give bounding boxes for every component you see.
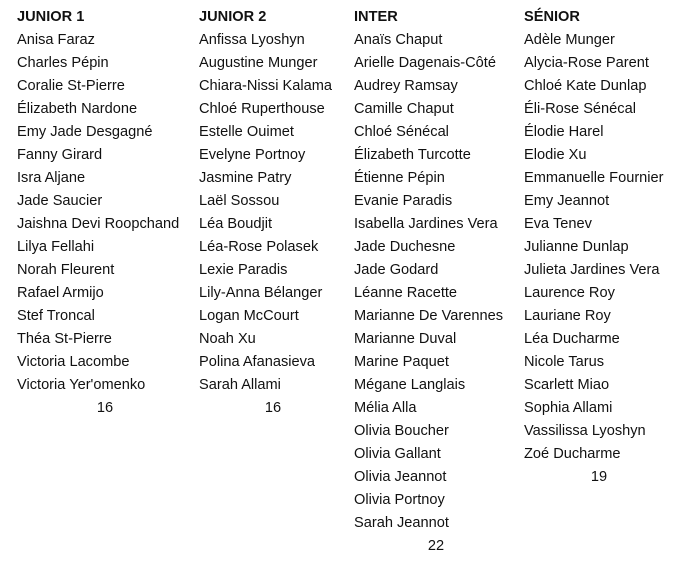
name-cell: Lauriane Roy: [524, 308, 611, 324]
name-cell: Coralie St-Pierre: [17, 78, 125, 94]
name-cell: Olivia Portnoy: [354, 492, 445, 508]
name-cell: Jade Saucier: [17, 193, 103, 209]
name-cell: Chloé Sénécal: [354, 124, 449, 140]
name-cell: Laël Sossou: [199, 193, 280, 209]
name-cell: Jade Duchesne: [354, 239, 456, 255]
name-cell: Olivia Boucher: [354, 423, 449, 439]
column-count: 22: [427, 538, 445, 554]
name-cell: Léanne Racette: [354, 285, 458, 301]
name-cell: Emmanuelle Fournier: [524, 170, 664, 186]
name-cell: Camille Chaput: [354, 101, 454, 117]
name-cell: Olivia Gallant: [354, 446, 441, 462]
name-cell: Anfissa Lyoshyn: [199, 32, 305, 48]
name-cell: Théa St-Pierre: [17, 331, 112, 347]
column-count: 16: [264, 400, 282, 416]
column-junior-2: [199, 6, 347, 420]
name-cell: Jade Godard: [354, 262, 439, 278]
name-cell: Laurence Roy: [524, 285, 615, 301]
name-cell: Estelle Ouimet: [199, 124, 294, 140]
name-cell: Elodie Xu: [524, 147, 587, 163]
name-cell: Élodie Harel: [524, 124, 604, 140]
name-cell: Jasmine Patry: [199, 170, 292, 186]
name-cell: Julianne Dunlap: [524, 239, 629, 255]
name-cell: Élizabeth Nardone: [17, 101, 138, 117]
name-cell: Eva Tenev: [524, 216, 592, 232]
name-cell: Anaïs Chaput: [354, 32, 443, 48]
name-cell: Étienne Pépin: [354, 170, 445, 186]
name-cell: Polina Afanasieva: [199, 354, 316, 370]
name-cell: Fanny Girard: [17, 147, 103, 163]
name-cell: Scarlett Miao: [524, 377, 610, 393]
name-cell: Olivia Jeannot: [354, 469, 447, 485]
name-cell: Evelyne Portnoy: [199, 147, 306, 163]
name-cell: Léa Ducharme: [524, 331, 620, 347]
column-header: SÉNIOR: [524, 9, 580, 25]
name-cell: Chiara-Nissi Kalama: [199, 78, 333, 94]
name-cell: Mégane Langlais: [354, 377, 466, 393]
name-cell: Chloé Kate Dunlap: [524, 78, 647, 94]
name-cell: Marianne Duval: [354, 331, 457, 347]
name-cell: Anisa Faraz: [17, 32, 95, 48]
name-cell: Éli-Rose Sénécal: [524, 101, 636, 117]
name-cell: Léa Boudjit: [199, 216, 273, 232]
column-count: 19: [590, 469, 608, 485]
column-count: 16: [96, 400, 114, 416]
name-cell: Lily-Anna Bélanger: [199, 285, 323, 301]
name-cell: Evanie Paradis: [354, 193, 453, 209]
name-cell: Noah Xu: [199, 331, 256, 347]
name-cell: Isra Aljane: [17, 170, 86, 186]
name-cell: Sophia Allami: [524, 400, 613, 416]
name-cell: Norah Fleurent: [17, 262, 115, 278]
name-cell: Élizabeth Turcotte: [354, 147, 471, 163]
name-cell: Stef Troncal: [17, 308, 95, 324]
name-cell: Chloé Ruperthouse: [199, 101, 325, 117]
name-cell: Augustine Munger: [199, 55, 318, 71]
column-junior-1: [17, 6, 193, 420]
name-cell: Isabella Jardines Vera: [354, 216, 498, 232]
column-header: JUNIOR 1: [17, 9, 85, 25]
column-inter: [354, 6, 518, 558]
name-cell: Emy Jade Desgagné: [17, 124, 153, 140]
column-header: JUNIOR 2: [199, 9, 267, 25]
name-cell: Victoria Yer'omenko: [17, 377, 146, 393]
name-cell: Alycia-Rose Parent: [524, 55, 649, 71]
name-cell: Marine Paquet: [354, 354, 449, 370]
name-cell: Lilya Fellahi: [17, 239, 95, 255]
name-cell: Vassilissa Lyoshyn: [524, 423, 646, 439]
name-cell: Sarah Allami: [199, 377, 281, 393]
name-cell: Léa-Rose Polasek: [199, 239, 319, 255]
name-cell: Logan McCourt: [199, 308, 299, 324]
name-cell: Arielle Dagenais-Côté: [354, 55, 496, 71]
name-cell: Mélia Alla: [354, 400, 417, 416]
name-cell: Zoé Ducharme: [524, 446, 621, 462]
name-cell: Adèle Munger: [524, 32, 615, 48]
name-cell: Julieta Jardines Vera: [524, 262, 660, 278]
column-senior: [524, 6, 694, 489]
name-cell: Rafael Armijo: [17, 285, 104, 301]
name-cell: Charles Pépin: [17, 55, 109, 71]
name-cell: Victoria Lacombe: [17, 354, 130, 370]
name-cell: Marianne De Varennes: [354, 308, 503, 324]
name-cell: Lexie Paradis: [199, 262, 288, 278]
name-cell: Nicole Tarus: [524, 354, 605, 370]
name-cell: Jaishna Devi Roopchand: [17, 216, 180, 232]
name-cell: Audrey Ramsay: [354, 78, 458, 94]
column-header: INTER: [354, 9, 398, 25]
name-cell: Emy Jeannot: [524, 193, 610, 209]
name-cell: Sarah Jeannot: [354, 515, 449, 531]
